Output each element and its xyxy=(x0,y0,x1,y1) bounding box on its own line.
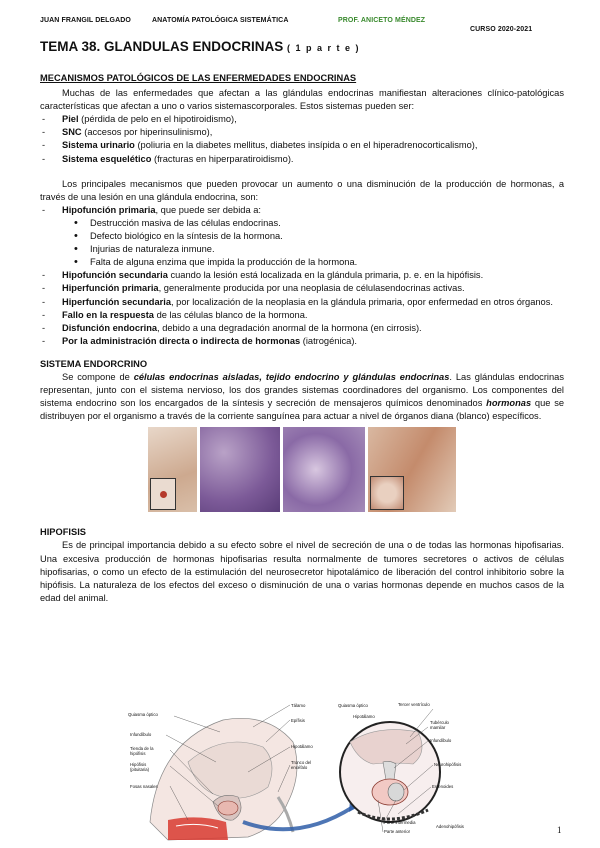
header-subject: ANATOMÍA PATOLÓGICA SISTEMÁTICA xyxy=(152,17,289,24)
list-item: - Hipofunción secundaria cuando la lesión está localizada en la glándula primaria, p. e. en la hipófisis. xyxy=(40,269,564,282)
label-talamo: Tálamo xyxy=(291,703,306,708)
label-parte-anterior: Parte anterior xyxy=(384,829,411,834)
document-body xyxy=(40,72,564,605)
histology-photo xyxy=(283,427,365,512)
list-item: - Sistema esquelético (fracturas en hiperparatiroidismo). xyxy=(40,153,564,166)
list-item: - Disfunción endocrina, debido a una degradación anormal de la hormona (en cirrosis). xyxy=(40,322,564,335)
label-quiasma-left: Quiasma óptico xyxy=(128,712,158,717)
spacer xyxy=(40,166,564,178)
intro-paragraph: Muchas de las enfermedades que afectan a las glándulas endocrinas manifiestan alteraciones clínico-patológicas características que afectan a uno o varios sistemascorporales. Estos sistemas pueden ser: xyxy=(40,88,564,112)
label-epifisis: Epífisis xyxy=(291,718,305,723)
label-fosas: Fosas nasales xyxy=(130,784,158,789)
spacer xyxy=(40,348,564,358)
list-item: - Hiperfunción secundaria, por localización de la neoplasia en la glándula primaria, opor enfermedad en otros órganos. xyxy=(40,296,564,309)
label-infundibulo-right: Infundíbulo xyxy=(430,738,452,743)
section-heading-sistema: SISTEMA ENDORCRINO xyxy=(40,358,148,369)
list-item: - Fallo en la respuesta de las células blanco de la hormona. xyxy=(40,309,564,322)
list-item: - Hipofunción primaria, que puede ser debida a: • Destrucción masiva de las células endocrinas. • Defecto biológico en la síntesis de la hormona. • Injurias de naturaleza inmune. • Falta de alguna enzima que impida la producción de la hormona. xyxy=(40,204,564,269)
list-item: • Destrucción masiva de las células endocrinas. xyxy=(40,217,564,230)
photo-inset xyxy=(150,478,176,510)
hipofisis-paragraph: Es de principal importancia debido a su efecto sobre el nivel de secreción de una o de todas las hormonas hipofisarias. Una excesiva producción de hormonas hipofisarias resulta normalmente de tumores secretores o activos de células hipofisarias, o como un efecto de la estimulación del neurosecretor hipotalámico de liberación del control inhibitorio sobre la hipófisis. La naturaleza de los efectos del exceso o disminución de una o varias hormonas depende en muchos casos de la edad del animal. xyxy=(40,540,564,603)
label-hipotalamo-right: Hipotálamo xyxy=(353,714,375,719)
label-tienda: Tienda de la hipófisis xyxy=(130,746,154,756)
label-infundibulo-left: Infundíbulo xyxy=(130,732,152,737)
section-heading-mecanismos: MECANISMOS PATOLÓGICOS DE LAS ENFERMEDADES ENDOCRINAS xyxy=(40,73,357,83)
mechanisms-intro-paragraph: Los principales mecanismos que pueden provocar un aumento o una disminución de la producción de hormonas, a través de una lesión en una glándula endocrina, son: xyxy=(40,178,564,202)
list-item: - Sistema urinario (poliuria en la diabetes mellitus, diabetes insípida o en el hiperadrenocorticalismo), xyxy=(40,139,564,152)
causes-list xyxy=(40,217,564,269)
header-author: JUAN FRANGIL DELGADO xyxy=(40,17,131,24)
histology-photo xyxy=(200,427,280,512)
label-adenohipofisis: Adenohipófisis xyxy=(436,824,464,829)
list-item: • Falta de alguna enzima que impida la producción de la hormona. xyxy=(40,256,564,269)
histology-photo xyxy=(368,427,456,512)
photo-inset xyxy=(370,476,404,510)
list-item: - Hiperfunción primaria, generalmente producida por una neoplasia de célulasendocrinas activas. xyxy=(40,282,564,295)
header-course: CURSO 2020-2021 xyxy=(470,26,533,33)
mechanisms-list xyxy=(40,204,564,348)
section-heading-hipofisis: HIPOFISIS xyxy=(40,527,86,538)
label-parte-intermedia: Parte intermedia xyxy=(384,820,416,825)
pituitary-diagram xyxy=(128,702,480,842)
list-item: - Piel (pérdida de pelo en el hipotiroidismo), xyxy=(40,113,564,126)
label-neurohipofisis: Neurohipófisis xyxy=(434,762,462,767)
title-part: ( 1 p a r t e ) xyxy=(287,43,361,53)
label-tercer-ventriculo: Tercer ventrículo xyxy=(398,702,430,707)
label-tuberculo: Tubérculo mamilar xyxy=(430,720,449,730)
list-item: - SNC (accesos por hiperinsulinismo), xyxy=(40,126,564,139)
sistema-paragraph: Se compone de células endocrinas aisladas, tejido endocrino y glándulas endocrinas. Las glándulas endocrinas representan, junto con el sistema nervioso, los dos grandes sistemas coordinadores del organismo. Los componentes del sistema endocrino son los encargados de la síntesis y secreción de mensajeros químicos denominados hormonas que se distribuyen por el organismo a través de la corriente sanguínea para actuar a nivel de órganos diana (blanco) específicos. xyxy=(40,371,565,422)
histology-photos xyxy=(40,427,564,512)
label-esfenoides: Esfenoides xyxy=(432,784,454,789)
header-professor: PROF. ANICETO MÉNDEZ xyxy=(338,17,426,24)
label-tronco: Tronco del encéfalo xyxy=(291,760,312,770)
label-quiasma-right: Quiasma óptico xyxy=(338,703,368,708)
list-item: • Defecto biológico en la síntesis de la hormona. xyxy=(40,230,564,243)
systems-list xyxy=(40,113,564,165)
label-hipofisis: Hipófisis (pituitaria) xyxy=(130,762,150,772)
list-item: - Por la administración directa o indirecta de hormonas (iatrogénica). xyxy=(40,335,564,348)
list-item: • Injurias de naturaleza inmune. xyxy=(40,243,564,256)
title-main: TEMA 38. GLANDULAS ENDOCRINAS xyxy=(40,39,284,54)
label-hipotalamo-left: Hipotálamo xyxy=(291,744,313,749)
page-title xyxy=(40,39,360,54)
page-number: 1 xyxy=(557,825,562,835)
diagram-drawing xyxy=(128,702,480,842)
spacer xyxy=(40,514,564,526)
histology-photo xyxy=(148,427,197,512)
